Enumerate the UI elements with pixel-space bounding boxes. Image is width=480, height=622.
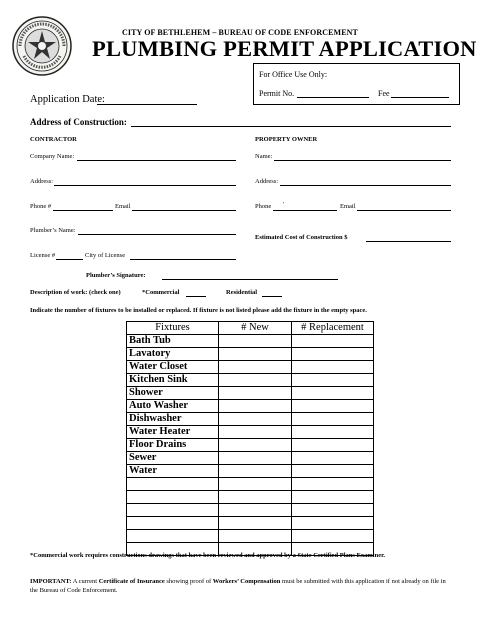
contractor-address-label: Address: [30,178,54,185]
table-row [127,530,374,543]
contractor-email-label: Email [115,203,131,210]
city-of-license-label: City of License [85,252,126,259]
fixture-name-cell[interactable]: Dishwasher [127,413,219,426]
owner-phone-field[interactable] [273,210,337,211]
replacement-count-cell[interactable] [292,387,374,400]
commercial-check-field[interactable] [186,296,206,297]
owner-phone-label: Phone [255,203,272,210]
replacement-count-cell[interactable] [292,348,374,361]
replacement-count-cell[interactable] [292,413,374,426]
commercial-work-note: *Commercial work requires constructions drawings that have been reviewed and approved by a State Certified Plans Examiner. [30,552,386,559]
new-count-cell[interactable] [219,478,292,491]
replacement-count-cell[interactable] [292,426,374,439]
new-count-cell[interactable] [219,452,292,465]
residential-check-field[interactable] [262,296,282,297]
table-header-row [127,322,374,335]
work-description-label: Description of work: (check one) [30,289,121,296]
table-row [127,478,374,491]
new-count-cell[interactable] [219,465,292,478]
plumber-name-label: Plumber’s Name: [30,227,76,234]
new-count-cell[interactable] [219,504,292,517]
replacement-count-cell[interactable] [292,504,374,517]
new-column-header: # New [219,322,292,335]
fee-label: Fee [378,89,390,98]
contractor-heading: CONTRACTOR [30,136,77,143]
contractor-email-field[interactable] [132,210,236,211]
replacement-count-cell[interactable] [292,361,374,374]
fixture-name-cell[interactable]: Shower [127,387,219,400]
workers-compensation: Workers’ Compensation [212,578,281,585]
estimated-cost-label: Estimated Cost of Construction $ [255,234,348,241]
owner-name-label: Name: [255,153,273,160]
replacement-count-cell[interactable] [292,517,374,530]
license-label: License # [30,252,56,259]
table-row [127,452,374,465]
fixture-name-cell[interactable]: Auto Washer [127,400,219,413]
fixture-name-cell[interactable]: Water Heater [127,426,219,439]
owner-address-field[interactable] [280,185,451,186]
commercial-label: *Commercial [142,289,180,296]
property-owner-heading: PROPERTY OWNER [255,136,318,143]
owner-address-label: Address: [255,178,279,185]
plumber-signature-field[interactable] [162,279,338,280]
office-use-heading: For Office Use Only: [259,70,328,79]
important-text-2: showing proof of [164,578,213,585]
important-note [30,577,450,595]
replacement-column-header: # Replacement [292,322,374,335]
new-count-cell[interactable] [219,530,292,543]
application-date-field[interactable] [97,104,197,105]
agency-name: CITY OF BETHLEHEM – BUREAU OF CODE ENFORCEMENT [122,28,358,37]
table-row [127,517,374,530]
new-count-cell[interactable] [219,374,292,387]
new-count-cell[interactable] [219,400,292,413]
new-count-cell[interactable] [219,348,292,361]
fixture-name-cell[interactable]: Water Closet [127,361,219,374]
replacement-count-cell[interactable] [292,439,374,452]
fixtures-table [126,321,374,556]
fixture-name-cell[interactable]: Floor Drains [127,439,219,452]
residential-label: Residential [226,289,258,296]
fixture-name-cell[interactable]: Bath Tub [127,335,219,348]
fixture-name-cell[interactable]: Lavatory [127,348,219,361]
table-row [127,374,374,387]
replacement-count-cell[interactable] [292,491,374,504]
estimated-cost-field[interactable] [366,241,451,242]
fixture-name-cell[interactable]: Water [127,465,219,478]
plumber-signature-label: Plumber’s Signature: [86,272,146,279]
replacement-count-cell[interactable] [292,530,374,543]
replacement-count-cell[interactable] [292,335,374,348]
address-of-construction-label: Address of Construction: [30,117,127,127]
owner-phone-mark: ' [283,201,285,208]
seal-icon [12,16,72,76]
new-count-cell[interactable] [219,335,292,348]
certificate-of-insurance: Certificate of Insurance [98,578,165,585]
new-count-cell[interactable] [219,426,292,439]
fixture-name-cell[interactable]: Sewer [127,452,219,465]
table-row [127,426,374,439]
new-count-cell[interactable] [219,361,292,374]
fixtures-column-header: Fixtures [127,322,219,335]
fixture-name-cell[interactable] [127,504,219,517]
table-row [127,400,374,413]
table-row [127,413,374,426]
important-text-1: A current [71,578,99,585]
fixture-instructions: Indicate the number of fixtures to be installed or replaced. If fixture is not listed please add the fixture in the empty space. [30,307,367,314]
owner-email-field[interactable] [357,210,451,211]
fixture-name-cell[interactable] [127,478,219,491]
important-label: IMPORTANT: [30,578,72,585]
fixture-name-cell[interactable] [127,530,219,543]
replacement-count-cell[interactable] [292,452,374,465]
table-row [127,491,374,504]
company-name-field[interactable] [77,160,236,161]
owner-name-field[interactable] [274,160,451,161]
replacement-count-cell[interactable] [292,465,374,478]
replacement-count-cell[interactable] [292,478,374,491]
fixture-name-cell[interactable] [127,517,219,530]
new-count-cell[interactable] [219,517,292,530]
table-row [127,387,374,400]
city-seal [12,16,72,76]
contractor-phone-label: Phone # [30,203,52,210]
plumber-name-field[interactable] [78,234,236,235]
city-of-license-field[interactable] [130,259,236,260]
application-date-label: Application Date: [30,94,105,105]
replacement-count-cell[interactable] [292,374,374,387]
table-row [127,439,374,452]
important-text-3: must be submitted with this application if not already on file in the Bureau of Code Enforcement. [30,578,446,594]
permit-no-label: Permit No. [259,89,295,98]
fee-field[interactable] [391,97,449,98]
new-count-cell[interactable] [219,413,292,426]
contractor-address-field[interactable] [54,185,236,186]
company-name-label: Company Name: [30,153,75,160]
new-count-cell[interactable] [219,439,292,452]
table-row [127,335,374,348]
replacement-count-cell[interactable] [292,400,374,413]
license-field[interactable] [56,259,83,260]
contractor-phone-field[interactable] [53,210,113,211]
table-row [127,504,374,517]
new-count-cell[interactable] [219,491,292,504]
table-row [127,465,374,478]
table-row [127,361,374,374]
fixture-name-cell[interactable]: Kitchen Sink [127,374,219,387]
new-count-cell[interactable] [219,387,292,400]
page-title: PLUMBING PERMIT APPLICATION [92,36,477,61]
table-row [127,348,374,361]
fixture-name-cell[interactable] [127,491,219,504]
owner-email-label: Email [340,203,356,210]
address-of-construction-field[interactable] [131,126,451,127]
permit-no-field[interactable] [297,97,369,98]
